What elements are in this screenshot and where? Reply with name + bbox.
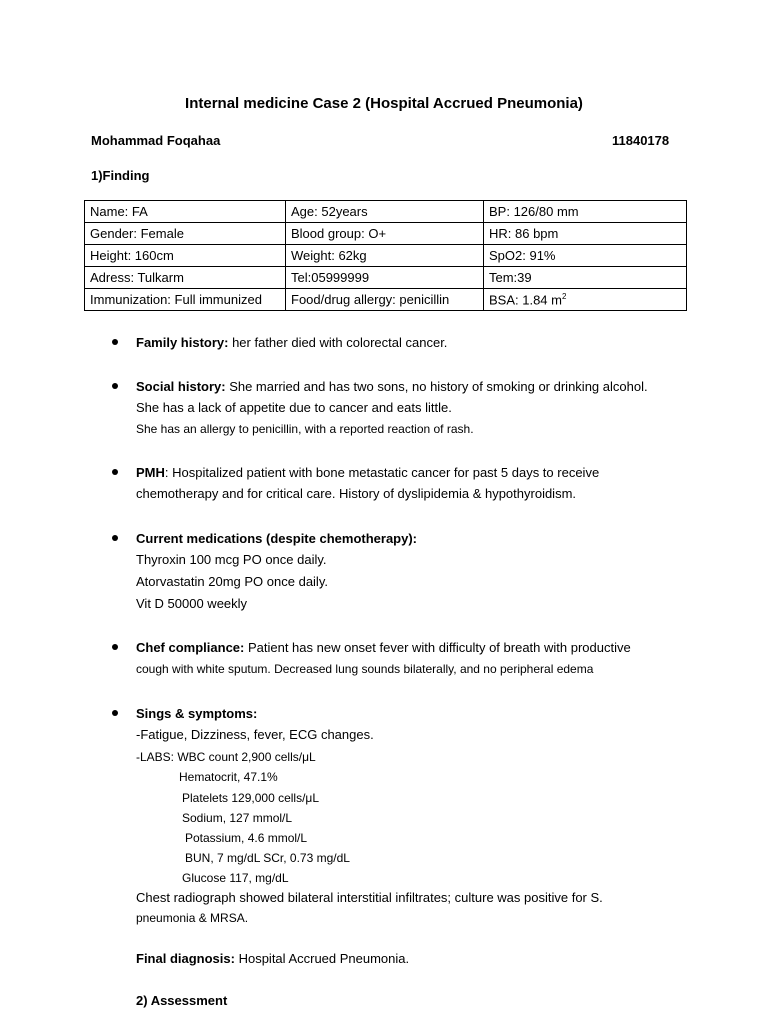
pmh-text: : Hospitalized patient with bone metastatic cancer for past 5 days to receive — [164, 465, 600, 480]
table-cell: Adress: Tulkarm — [85, 267, 286, 289]
medications-label: Current medications (despite chemotherapy): — [136, 531, 417, 546]
lab-line: BUN, 7 mg/dL SCr, 0.73 mg/dL — [185, 851, 350, 865]
pmh-label: PMH — [136, 465, 165, 480]
table-cell: Immunization: Full immunized — [85, 289, 286, 311]
family-history — [136, 334, 447, 352]
social-history-text: She married and has two sons, no history of smoking or drinking alcohol. — [225, 379, 648, 394]
bullet-icon — [112, 339, 118, 345]
table-row — [85, 223, 687, 245]
bullet-icon — [112, 644, 118, 650]
bullet-icon — [112, 383, 118, 389]
table-cell: Food/drug allergy: penicillin — [286, 289, 484, 311]
table-row — [85, 267, 687, 289]
symptoms-label: Sings & symptoms: — [136, 706, 258, 721]
final-diagnosis-text: Hospital Accrued Pneumonia. — [234, 951, 410, 966]
lab-line: -LABS: WBC count 2,900 cells/μL — [136, 750, 316, 764]
final-diagnosis — [136, 950, 409, 968]
family-history-label: Family history: — [136, 335, 229, 350]
medication-item: Atorvastatin 20mg PO once daily. — [136, 574, 328, 589]
pmh — [136, 464, 599, 482]
pmh-line: chemotherapy and for critical care. History of dyslipidemia & hypothyroidism. — [136, 486, 577, 501]
chef-compliance-label: Chef compliance: — [136, 640, 245, 655]
bullet-icon — [112, 710, 118, 716]
table-cell-bsa — [484, 289, 687, 311]
table-cell: Tel:05999999 — [286, 267, 484, 289]
symptoms-heading — [136, 705, 257, 723]
assessment-heading — [136, 992, 227, 1010]
table-row — [85, 289, 687, 311]
author-name: Mohammad Foqahaa — [91, 133, 221, 148]
bullet-icon — [112, 469, 118, 475]
bsa-superscript: 2 — [561, 291, 567, 301]
social-history-label: Social history: — [136, 379, 226, 394]
table-cell: HR: 86 bpm — [484, 223, 687, 245]
bullet-icon — [112, 535, 118, 541]
lab-line: Platelets 129,000 cells/μL — [182, 791, 319, 805]
chef-compliance — [136, 639, 631, 657]
assessment-label: 2) Assessment — [136, 993, 228, 1008]
table-cell: Tem:39 — [484, 267, 687, 289]
document-title: Internal medicine Case 2 (Hospital Accrued Pneumonia) — [185, 95, 583, 112]
social-history-line: She has an allergy to penicillin, with a reported reaction of rash. — [136, 422, 474, 436]
table-cell: Blood group: O+ — [286, 223, 484, 245]
student-id: 11840178 — [612, 133, 670, 148]
table-cell: Weight: 62kg — [286, 245, 484, 267]
social-history-line: She has a lack of appetite due to cancer and eats little. — [136, 400, 452, 415]
table-cell: Height: 160cm — [85, 245, 286, 267]
table-cell: Gender: Female — [85, 223, 286, 245]
table-row — [85, 201, 687, 223]
medications-heading — [136, 530, 417, 548]
medication-item: Vit D 50000 weekly — [136, 596, 248, 611]
social-history — [136, 378, 648, 396]
lab-line: Hematocrit, 47.1% — [179, 770, 278, 784]
table-cell: Age: 52years — [286, 201, 484, 223]
bsa-value: BSA: 1.84 m — [489, 292, 562, 308]
table-cell: SpO2: 91% — [484, 245, 687, 267]
symptoms-line: -Fatigue, Dizziness, fever, ECG changes. — [136, 727, 374, 742]
chef-compliance-text: Patient has new onset fever with difficulty of breath with productive — [244, 640, 631, 655]
lab-line: Sodium, 127 mmol/L — [182, 811, 293, 825]
medication-item: Thyroxin 100 mcg PO once daily. — [136, 552, 327, 567]
table-cell: BP: 126/80 mm — [484, 201, 687, 223]
radiograph-line: pneumonia & MRSA. — [136, 911, 249, 925]
final-diagnosis-label: Final diagnosis: — [136, 951, 235, 966]
finding-heading: 1)Finding — [91, 168, 150, 183]
lab-line: Glucose 117, mg/dL — [182, 871, 289, 885]
family-history-text: her father died with colorectal cancer. — [228, 335, 448, 350]
patient-info-table — [84, 200, 687, 311]
chef-compliance-line: cough with white sputum. Decreased lung sounds bilaterally, and no peripheral edema — [136, 662, 594, 676]
table-cell: Name: FA — [85, 201, 286, 223]
table-row — [85, 245, 687, 267]
radiograph-line: Chest radiograph showed bilateral interstitial infiltrates; culture was positive for S. — [136, 890, 603, 905]
lab-line: Potassium, 4.6 mmol/L — [185, 831, 308, 845]
